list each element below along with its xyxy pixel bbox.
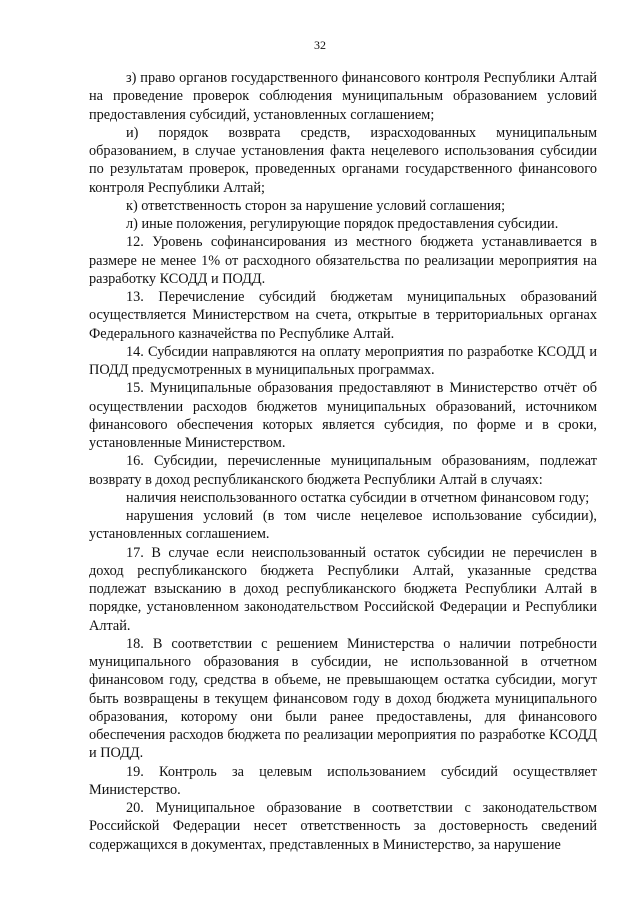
- paragraph-z-control-rights: з) право органов государственного финансового контроля Республики Алтай на проведение проверок соблюдения муниципальным образованием условий предоставления субсидий, установленных соглашением;: [89, 70, 597, 123]
- paragraph-k-responsibility: к) ответственность сторон за нарушение условий соглашения;: [126, 197, 506, 214]
- paragraph-14-purpose: 14. Субсидии направляются на оплату мероприятия по разработке КСОДД и ПОДД предусмотренных в муниципальных программах.: [89, 343, 597, 378]
- paragraph-19-control: 19. Контроль за целевым использованием субсидий осуществляет Министерство.: [89, 763, 597, 798]
- paragraph-13-transfer: 13. Перечисление субсидий бюджетам муниципальных образований осуществляется Министерством на счета, открытые в территориальных органах Федерального казначейства по Республике Алтай.: [89, 289, 597, 342]
- paragraph-20-liability: 20. Муниципальное образование в соответствии с законодательством Российской Федерации несет ответственность за достоверность сведений содержащихся в документах, представленных в Министерство, за нарушение: [89, 800, 597, 853]
- paragraph-12-cofinancing: 12. Уровень софинансирования из местного бюджета устанавливается в размере не менее 1% от расходного обязательства по реализации мероприятия на разработку КСОДД и ПОДД.: [89, 234, 597, 287]
- page-number: 32: [314, 38, 326, 52]
- paragraph-i-refund-procedure: и) порядок возврата средств, израсходованных муниципальным образованием, в случае установления факта нецелевого использования субсидии по результатам проверок, проведенных органами государственного финансового контроля Республики Алтай;: [89, 124, 597, 196]
- paragraph-17-recovery: 17. В случае если неиспользованный остаток субсидии не перечислен в доход республиканского бюджета Республики Алтай, указанные средства подлежат взысканию в доход республиканского бюджета Республики Алтай в порядке, установленном законодательством Российской Федерации и Республики Алтай.: [89, 544, 597, 634]
- document-body: [89, 69, 597, 854]
- paragraph-l-other-provisions: л) иные положения, регулирующие порядок предоставления субсидии.: [126, 216, 559, 232]
- paragraph-16-return-cases: 16. Субсидии, перечисленные муниципальным образованиям, подлежат возврату в доход республиканского бюджета Республики Алтай в случаях:: [89, 453, 597, 488]
- paragraph-15-report: 15. Муниципальные образования предоставляют в Министерство отчёт об осуществлении расходов бюджетов муниципальных образований, источником финансового обеспечения которых является субсидия, по форме и в сроки, установленные Министерством.: [89, 380, 597, 451]
- paragraph-16-unused-balance: наличия неиспользованного остатка субсидии в отчетном финансовом году;: [126, 489, 590, 506]
- paragraph-18-reuse: 18. В соответствии с решением Министерства о наличии потребности муниципального образования в субсидии, не использованной в отчетном финансовом году, средства в объеме, не превышающем остатка субсидии, могут быть возвращены в текущем финансовом году в доход бюджета муниципального образования, которому они были ранее предоставлены, для финансового обеспечения расходов бюджета по реализации мероприятия по разработке КСОДД и ПОДД.: [89, 635, 597, 762]
- paragraph-16-violation: нарушения условий (в том числе нецелевое использование субсидии), установленных соглашением.: [89, 508, 597, 543]
